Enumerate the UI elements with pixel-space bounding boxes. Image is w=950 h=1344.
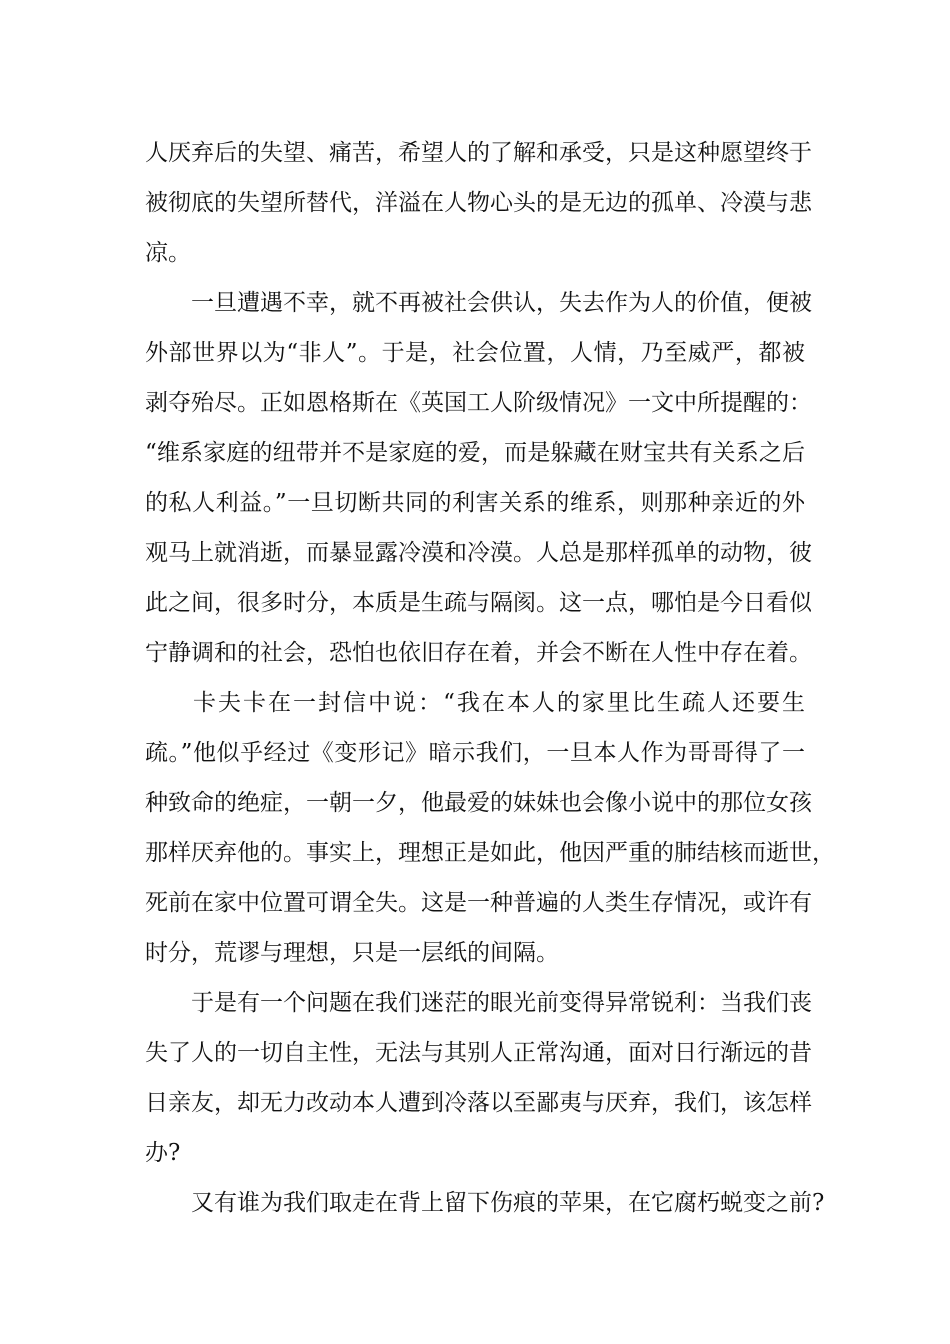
text-line: 此之间，很多时分，本质是生疏与隔阂。这一点，哪怕是今日看似 [145, 590, 812, 616]
text-line: 外部世界以为“非人”。于是，社会位置，人情，乃至威严，都被 [145, 340, 805, 366]
text-line: 观马上就消逝，而暴显露冷漠和冷漠。人总是那样孤单的动物，彼 [145, 540, 812, 566]
text-line: 的私人利益。”一旦切断共同的利害关系的维系，则那种亲近的外 [145, 490, 805, 516]
text-line: 又有谁为我们取走在背上留下伤痕的苹果，在它腐朽蜕变之前? [191, 1190, 825, 1216]
text-line: 失了人的一切自主性，无法与其别人正常沟通，面对日行渐远的昔 [145, 1040, 812, 1066]
text-line: 于是有一个问题在我们迷茫的眼光前变得异常锐利：当我们丧 [191, 990, 812, 1016]
text-line: 宁静调和的社会，恐怕也依旧存在着，并会不断在人性中存在着。 [145, 640, 812, 666]
text-line: 剥夺殆尽。正如恩格斯在《英国工人阶级情况》一文中所提醒的： [145, 390, 812, 416]
text-line: 死前在家中位置可谓全失。这是一种普遍的人类生存情况，或许有 [145, 890, 812, 916]
text-line: 卡夫卡在一封信中说：“我在本人的家里比生疏人还要生 [193, 690, 805, 716]
text-line: 疏。”他似乎经过《变形记》暗示我们，一旦本人作为哥哥得了一 [145, 740, 805, 766]
document-body [145, 128, 835, 1228]
text-line: 那样厌弃他的。事实上，理想正是如此，他因严重的肺结核而逝世， [145, 840, 835, 866]
text-line: 一旦遭遇不幸，就不再被社会供认，失去作为人的价值，便被 [191, 290, 812, 316]
text-line: 凉。 [145, 240, 191, 266]
text-line: 办? [145, 1140, 181, 1166]
text-line: 人厌弃后的失望、痛苦，希望人的了解和承受，只是这种愿望终于 [145, 140, 812, 166]
text-line: 日亲友，却无力改动本人遭到冷落以至鄙夷与厌弃，我们，该怎样 [145, 1090, 812, 1116]
text-line: 被彻底的失望所替代，洋溢在人物心头的是无边的孤单、冷漠与悲 [145, 190, 812, 216]
text-line: 时分，荒谬与理想，只是一层纸的间隔。 [145, 940, 559, 966]
text-line: “维系家庭的纽带并不是家庭的爱，而是躲藏在财宝共有关系之后 [145, 440, 805, 466]
text-line: 种致命的绝症，一朝一夕，他最爱的妹妹也会像小说中的那位女孩 [145, 790, 812, 816]
